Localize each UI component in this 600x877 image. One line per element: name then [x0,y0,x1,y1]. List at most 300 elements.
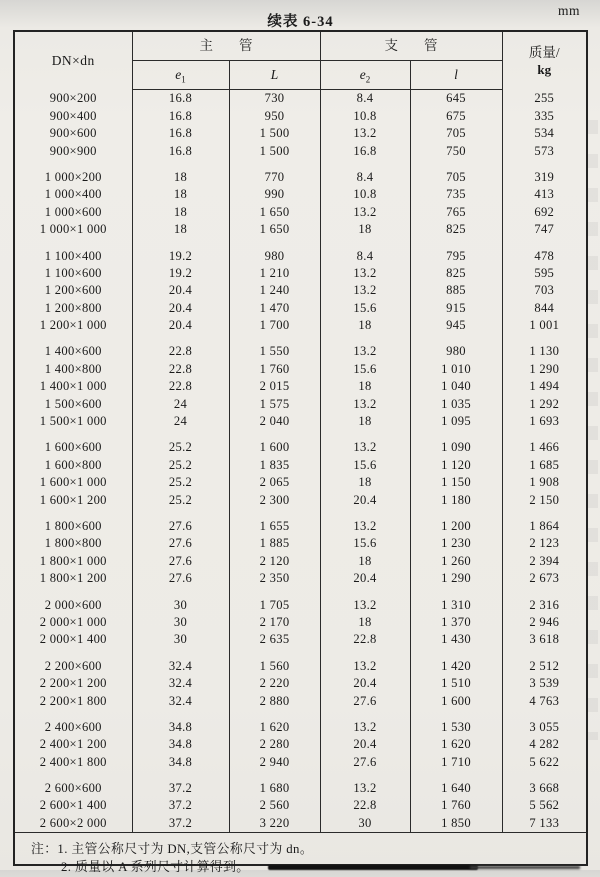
gap-cell [15,160,132,169]
cell-l: 675 [410,107,502,124]
cell-l: 705 [410,169,502,186]
table-row [15,692,586,709]
cell-e1: 34.8 [132,753,229,770]
cell-e2: 22.8 [320,631,410,648]
cell-l: 1 095 [410,413,502,430]
cell-mass: 1 693 [529,414,560,429]
gap-cell [132,430,229,439]
cell-L: 2 300 [229,491,320,508]
cell-mass: 335 [534,108,555,123]
gap-cell [502,160,586,169]
gap-cell [132,710,229,719]
table-row [15,439,586,456]
cell-L: 1 600 [229,439,320,456]
cell-e1: 18 [132,169,229,186]
cell-e2: 15.6 [320,535,410,552]
cell-dn-dn: 1 400×1 000 [15,378,132,395]
header-dn-dn: DN×dn [15,32,132,90]
cell-e1: 20.4 [132,299,229,316]
cell-mass: 1 466 [529,440,560,455]
cell-mass: 5 622 [529,754,560,769]
cell-e1: 30 [132,614,229,631]
cell-mass: 1 001 [529,318,560,333]
gap-cell [502,509,586,518]
table-row [15,107,586,124]
cell-L: 1 705 [229,596,320,613]
table-row [15,596,586,613]
table-row [15,736,586,753]
cell-mass: 3 668 [529,781,560,796]
gap-cell [410,430,502,439]
cell-e1: 25.2 [132,474,229,491]
cell-mass: 413 [534,187,555,202]
cell-dn-dn: 1 800×600 [15,518,132,535]
cell-e2: 20.4 [320,675,410,692]
cell-l: 1 420 [410,657,502,674]
cell-mass: 7 133 [529,815,560,830]
cell-dn-dn: 900×400 [15,107,132,124]
cell-l: 1 040 [410,378,502,395]
gap-cell [132,509,229,518]
cell-l: 1 035 [410,395,502,412]
cell-l: 1 010 [410,360,502,377]
gap-cell [15,648,132,657]
table-row [15,282,586,299]
gap-cell [502,587,586,596]
cell-e2: 13.2 [320,395,410,412]
cell-dn-dn: 1 100×600 [15,265,132,282]
note-prefix: 注： [31,841,58,856]
page-bleedthrough-noise [588,120,598,740]
cell-dn-dn: 1 100×400 [15,247,132,264]
pipe-tee-table [15,32,586,832]
cell-mass: 3 618 [529,632,560,647]
gap-cell [15,334,132,343]
cell-L: 1 560 [229,657,320,674]
gap-cell [229,334,320,343]
gap-cell [229,509,320,518]
cell-mass: 747 [534,222,555,237]
cell-L: 1 650 [229,221,320,238]
cell-l: 915 [410,299,502,316]
gap-cell [320,334,410,343]
cell-L: 1 470 [229,299,320,316]
gap-cell [410,509,502,518]
table-row [15,360,586,377]
table-row [15,299,586,316]
cell-e2: 27.6 [320,692,410,709]
cell-l: 1 510 [410,675,502,692]
gap-cell [320,710,410,719]
cell-e1: 16.8 [132,90,229,108]
gap-cell [229,710,320,719]
header-mass [502,32,586,90]
cell-e2: 13.2 [320,780,410,797]
gap-cell [132,160,229,169]
cell-mass: 4 282 [529,737,560,752]
gap-cell [229,238,320,247]
cell-e1: 32.4 [132,675,229,692]
cell-e1: 22.8 [132,343,229,360]
cell-e2: 13.2 [320,518,410,535]
table-row [15,395,586,412]
table-row [15,142,586,159]
cell-L: 2 635 [229,631,320,648]
gap-cell [502,334,586,343]
cell-e2: 13.2 [320,343,410,360]
cell-e2: 18 [320,614,410,631]
cell-mass: 1 864 [529,518,560,533]
cell-l: 1 430 [410,631,502,648]
cell-mass: 1 290 [529,361,560,376]
group-gap [15,160,586,169]
table-row [15,413,586,430]
cell-l: 1 310 [410,596,502,613]
cell-dn-dn: 2 400×1 800 [15,753,132,770]
cell-mass: 844 [534,300,555,315]
gap-cell [132,587,229,596]
gap-cell [229,771,320,780]
cell-e2: 13.2 [320,657,410,674]
cell-mass: 573 [534,143,555,158]
note-item-2: 2. 质量以 A 系列尺寸计算得到。 [61,860,250,875]
table-row [15,535,586,552]
gap-cell [320,430,410,439]
cell-L: 2 560 [229,797,320,814]
cell-l: 1 370 [410,614,502,631]
cell-dn-dn: 2 600×600 [15,780,132,797]
cell-dn-dn: 2 600×1 400 [15,797,132,814]
cell-dn-dn: 1 000×400 [15,186,132,203]
group-gap [15,430,586,439]
gap-cell [229,587,320,596]
table-row [15,125,586,142]
cell-l: 1 260 [410,552,502,569]
cell-L: 2 065 [229,474,320,491]
unit-label: mm [557,3,580,18]
cell-e2: 22.8 [320,797,410,814]
table-row [15,797,586,814]
cell-l: 1 640 [410,780,502,797]
gap-cell [229,160,320,169]
cell-dn-dn: 2 200×1 200 [15,675,132,692]
table-row [15,753,586,770]
cell-l: 1 620 [410,736,502,753]
gap-cell [410,710,502,719]
header-branch-pipe: 支管 [320,32,502,61]
cell-dn-dn: 2 400×1 200 [15,736,132,753]
gap-cell [410,648,502,657]
cell-l: 1 200 [410,518,502,535]
group-gap [15,710,586,719]
table-row [15,675,586,692]
cell-e2: 8.4 [320,169,410,186]
cell-e1: 37.2 [132,797,229,814]
table-body [15,90,586,832]
gap-cell [502,710,586,719]
cell-mass: 1 494 [529,379,560,394]
note-item-1: 1. 主管公称尺寸为 DN,支管公称尺寸为 dn。 [57,841,314,856]
cell-dn-dn: 1 400×800 [15,360,132,377]
cell-L: 1 500 [229,142,320,159]
cell-e2: 15.6 [320,299,410,316]
cell-dn-dn: 1 400×600 [15,343,132,360]
gap-cell [410,160,502,169]
cell-L: 730 [229,90,320,108]
cell-dn-dn: 1 000×200 [15,169,132,186]
cell-L: 2 280 [229,736,320,753]
cell-L: 770 [229,169,320,186]
cell-e1: 19.2 [132,247,229,264]
gap-cell [410,238,502,247]
table-row [15,317,586,334]
cell-l: 945 [410,317,502,334]
gap-cell [15,771,132,780]
cell-e1: 25.2 [132,491,229,508]
cell-l: 1 230 [410,535,502,552]
cell-mass: 692 [534,204,555,219]
table-header [15,32,586,90]
cell-mass: 4 763 [529,693,560,708]
cell-L: 1 240 [229,282,320,299]
dimension-table [13,30,588,875]
group-gap [15,238,586,247]
header-e2: $e_2$ [320,61,410,90]
header-l: l [410,61,502,90]
cell-e1: 20.4 [132,282,229,299]
cell-mass: 2 673 [529,571,560,586]
gap-cell [15,430,132,439]
cell-e2: 27.6 [320,753,410,770]
cell-e1: 24 [132,413,229,430]
table-row [15,719,586,736]
cell-e2: 13.2 [320,203,410,220]
cell-dn-dn: 2 200×600 [15,657,132,674]
cell-l: 645 [410,90,502,108]
group-gap [15,648,586,657]
cell-L: 1 760 [229,360,320,377]
cell-mass: 595 [534,265,555,280]
table-row [15,456,586,473]
cell-dn-dn: 2 000×600 [15,596,132,613]
cell-e2: 13.2 [320,719,410,736]
cell-e2: 15.6 [320,360,410,377]
header-mass-line1: 质量/ [528,44,560,60]
cell-L: 1 655 [229,518,320,535]
cell-L: 1 700 [229,317,320,334]
cell-e2: 18 [320,413,410,430]
cell-mass: 5 562 [529,798,560,813]
gap-cell [320,648,410,657]
cell-l: 750 [410,142,502,159]
cell-dn-dn: 1 200×800 [15,299,132,316]
gap-cell [502,771,586,780]
cell-mass: 2 150 [529,492,560,507]
cell-dn-dn: 1 600×1 200 [15,491,132,508]
cell-L: 2 015 [229,378,320,395]
cell-e2: 10.8 [320,186,410,203]
cell-e2: 13.2 [320,265,410,282]
gap-cell [15,509,132,518]
cell-dn-dn: 1 800×1 000 [15,552,132,569]
cell-e1: 32.4 [132,657,229,674]
cell-e2: 18 [320,474,410,491]
table-row [15,90,586,108]
group-gap [15,334,586,343]
cell-l: 980 [410,343,502,360]
table-row [15,614,586,631]
header-main-pipe: 主管 [132,32,320,61]
table-row [15,378,586,395]
cell-dn-dn: 900×900 [15,142,132,159]
cell-e1: 20.4 [132,317,229,334]
cell-e1: 16.8 [132,125,229,142]
cell-e2: 18 [320,378,410,395]
cell-L: 1 210 [229,265,320,282]
gap-cell [502,430,586,439]
cell-mass: 2 123 [529,536,560,551]
cell-e2: 18 [320,317,410,334]
cell-mass: 2 512 [529,658,560,673]
header-L: L [229,61,320,90]
cell-e1: 16.8 [132,142,229,159]
gap-cell [15,710,132,719]
cell-e1: 27.6 [132,535,229,552]
cell-l: 825 [410,221,502,238]
gap-cell [320,587,410,596]
cell-mass: 255 [534,91,555,106]
cell-dn-dn: 1 000×600 [15,203,132,220]
gap-cell [132,771,229,780]
cell-e1: 16.8 [132,107,229,124]
page-header [13,3,588,30]
cell-L: 2 170 [229,614,320,631]
cell-l: 765 [410,203,502,220]
cell-e1: 18 [132,186,229,203]
cell-dn-dn: 1 500×1 000 [15,413,132,430]
cell-e2: 20.4 [320,570,410,587]
cell-mass: 703 [534,283,555,298]
note-line-1 [31,840,578,859]
cell-e2: 20.4 [320,736,410,753]
header-mass-line2: kg [537,62,552,77]
cell-l: 795 [410,247,502,264]
cell-dn-dn: 900×200 [15,90,132,108]
cell-dn-dn: 1 500×600 [15,395,132,412]
table-row [15,657,586,674]
cell-l: 825 [410,265,502,282]
cell-dn-dn: 1 800×1 200 [15,570,132,587]
scan-edge-smudge-2 [470,866,580,869]
cell-dn-dn: 1 600×1 000 [15,474,132,491]
table-row [15,343,586,360]
table-row [15,474,586,491]
cell-e2: 13.2 [320,439,410,456]
gap-cell [320,238,410,247]
gap-cell [320,509,410,518]
cell-mass: 1 685 [529,457,560,472]
table-row [15,169,586,186]
cell-dn-dn: 1 600×600 [15,439,132,456]
gap-cell [132,334,229,343]
cell-mass: 1 908 [529,475,560,490]
cell-L: 1 500 [229,125,320,142]
cell-L: 1 650 [229,203,320,220]
table-row [15,221,586,238]
table-row [15,265,586,282]
cell-L: 1 835 [229,456,320,473]
table-notes [15,832,586,877]
cell-l: 885 [410,282,502,299]
group-gap [15,587,586,596]
cell-l: 735 [410,186,502,203]
cell-e1: 32.4 [132,692,229,709]
cell-L: 1 680 [229,780,320,797]
cell-e1: 37.2 [132,814,229,831]
cell-l: 1 290 [410,570,502,587]
cell-dn-dn: 2 600×2 000 [15,814,132,831]
cell-l: 1 090 [410,439,502,456]
cell-L: 2 220 [229,675,320,692]
cell-L: 950 [229,107,320,124]
gap-cell [229,648,320,657]
cell-L: 990 [229,186,320,203]
table-row [15,247,586,264]
cell-dn-dn: 1 000×1 000 [15,221,132,238]
cell-mass: 1 292 [529,396,560,411]
cell-e2: 8.4 [320,90,410,108]
cell-L: 2 880 [229,692,320,709]
table-row [15,780,586,797]
table-row [15,552,586,569]
cell-l: 1 760 [410,797,502,814]
cell-L: 2 120 [229,552,320,569]
cell-L: 2 350 [229,570,320,587]
cell-e2: 18 [320,221,410,238]
group-gap [15,509,586,518]
cell-mass: 534 [534,126,555,141]
cell-e2: 18 [320,552,410,569]
cell-dn-dn: 900×600 [15,125,132,142]
cell-l: 1 710 [410,753,502,770]
cell-e2: 10.8 [320,107,410,124]
table-continuation-title: 续表 6-34 [267,14,334,30]
cell-l: 1 850 [410,814,502,831]
gap-cell [320,160,410,169]
cell-dn-dn: 1 200×1 000 [15,317,132,334]
cell-e1: 27.6 [132,518,229,535]
cell-e1: 25.2 [132,456,229,473]
table-row [15,570,586,587]
cell-e1: 18 [132,221,229,238]
cell-L: 2 940 [229,753,320,770]
cell-L: 1 550 [229,343,320,360]
cell-e2: 13.2 [320,596,410,613]
cell-dn-dn: 2 400×600 [15,719,132,736]
cell-e1: 22.8 [132,378,229,395]
cell-L: 1 620 [229,719,320,736]
gap-cell [502,648,586,657]
cell-e2: 15.6 [320,456,410,473]
cell-e2: 16.8 [320,142,410,159]
cell-e1: 27.6 [132,570,229,587]
cell-l: 1 120 [410,456,502,473]
cell-e1: 22.8 [132,360,229,377]
cell-mass: 3 539 [529,676,560,691]
cell-mass: 2 946 [529,614,560,629]
cell-e2: 30 [320,814,410,831]
gap-cell [410,334,502,343]
